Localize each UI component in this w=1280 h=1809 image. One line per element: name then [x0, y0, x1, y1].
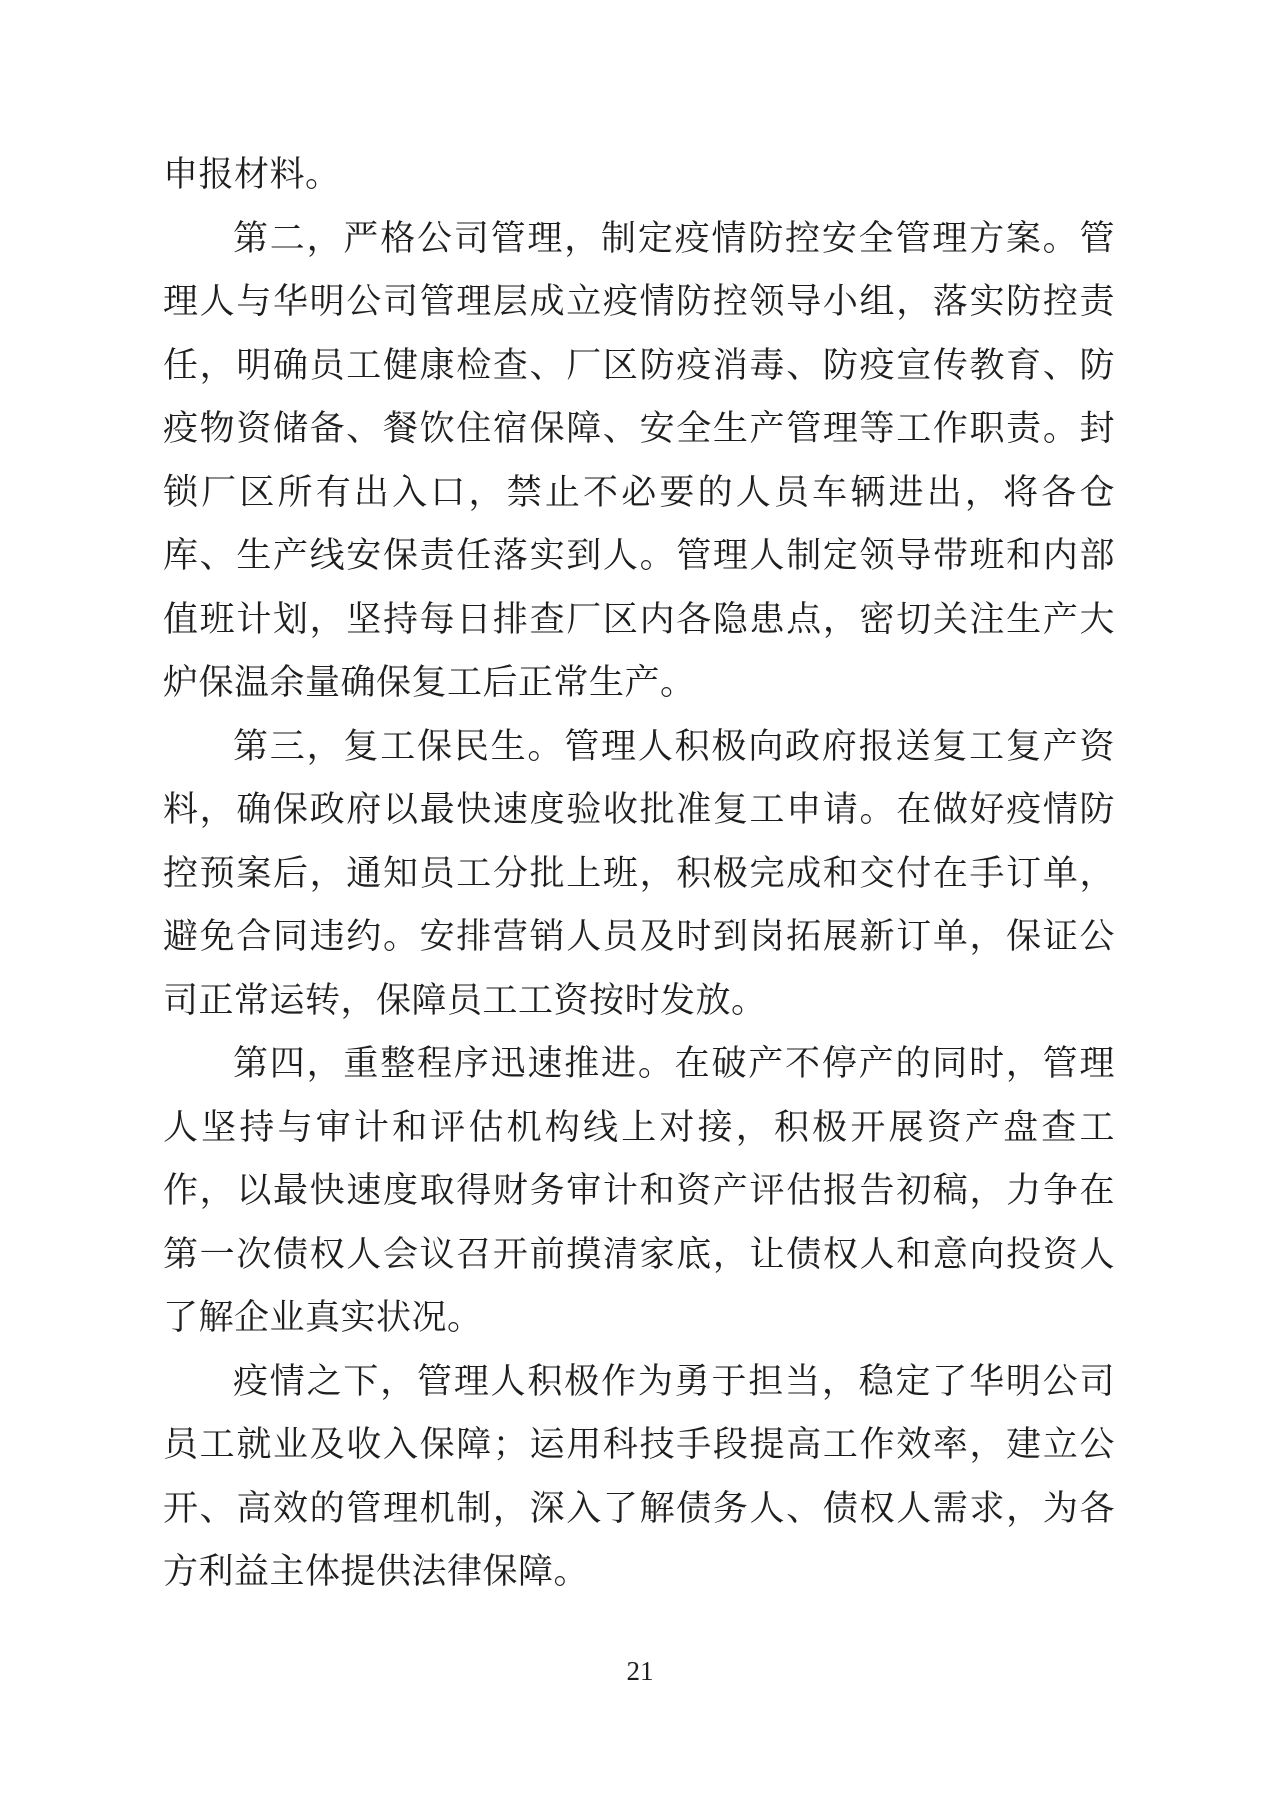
paragraph-summary: 疫情之下，管理人积极作为勇于担当，稳定了华明公司员工就业及收入保障；运用科技手段提高工作效率，建立公开、高效的管理机制，深入了解债务人、债权人需求，为各方利益主体提供法律保障。	[163, 1361, 1115, 1591]
paragraph-continuation: 申报材料。	[163, 155, 341, 194]
page-number: 21	[626, 1656, 654, 1686]
paragraph-fourth-point: 第四，重整程序迅速推进。在破产不停产的同时，管理人坚持与审计和评估机构线上对接，积极开展资产盘查工作，以最快速度取得财务审计和资产评估报告初稿，力争在第一次债权人会议召开前摸清家底，让债权人和意向投资人了解企业真实状况。	[163, 1044, 1115, 1337]
paragraph-second-point: 第二，严格公司管理，制定疫情防控安全管理方案。管理人与华明公司管理层成立疫情防控领导小组，落实防控责任，明确员工健康检查、厂区防疫消毒、防疫宣传教育、防疫物资储备、餐饮住宿保障、安全生产管理等工作职责。封锁厂区所有出入口，禁止不必要的人员车辆进出，将各仓库、生产线安保责任落实到人。管理人制定领导带班和内部值班计划，坚持每日排查厂区内各隐患点，密切关注生产大炉保温余量确保复工后正常生产。	[163, 218, 1115, 702]
paragraph-third-point: 第三，复工保民生。管理人积极向政府报送复工复产资料，确保政府以最快速度验收批准复工申请。在做好疫情防控预案后，通知员工分批上班，积极完成和交付在手订单，避免合同违约。安排营销人员及时到岗拓展新订单，保证公司正常运转，保障员工工资按时发放。	[163, 726, 1115, 1020]
document-body	[163, 143, 1115, 1604]
